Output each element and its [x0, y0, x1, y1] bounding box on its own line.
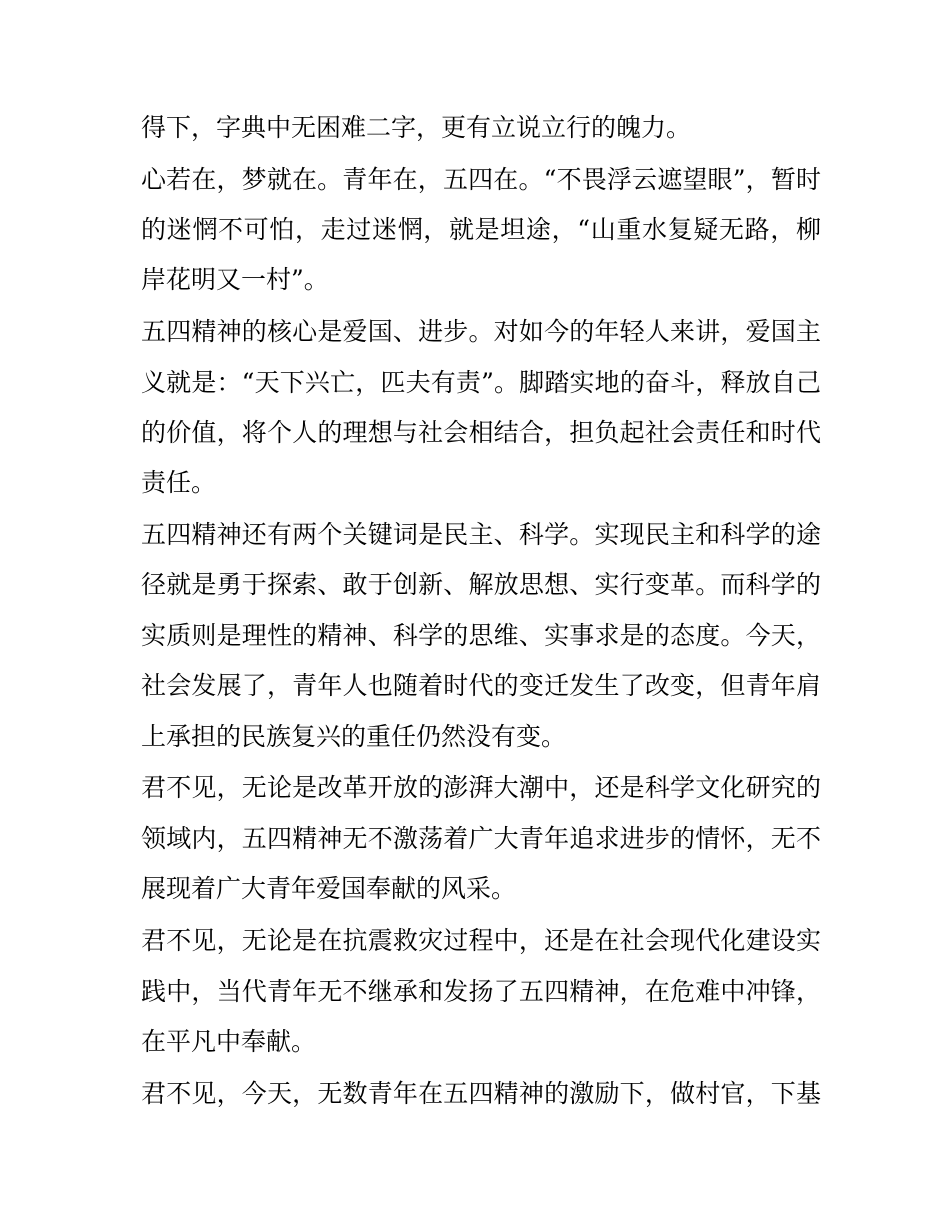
text-line: 君不见，无论是改革开放的澎湃大潮中，还是科学文化研究的 [141, 773, 821, 802]
text-line: 的价值，将个人的理想与社会相结合，担负起社会责任和时代 [141, 418, 821, 447]
text-line: 实质则是理性的精神、科学的思维、实事求是的态度。今天， [141, 621, 821, 650]
text-line: 践中，当代青年无不继承和发扬了五四精神，在危难中冲锋， [141, 977, 821, 1006]
text-line: 展现着广大青年爱国奉献的风采。 [141, 874, 517, 903]
text-line: 义就是：“天下兴亡，匹夫有责”。脚踏实地的奋斗，释放自己 [141, 368, 821, 397]
text-line: 社会发展了，青年人也随着时代的变迁发生了改变，但青年肩 [141, 671, 821, 700]
text-line: 领域内，五四精神无不激荡着广大青年追求进步的情怀，无不 [141, 824, 821, 853]
text-line: 五四精神还有两个关键词是民主、科学。实现民主和科学的途 [141, 520, 821, 549]
text-line: 岸花明又一村”。 [141, 265, 329, 294]
text-line: 径就是勇于探索、敢于创新、解放思想、实行变革。而科学的 [141, 570, 821, 599]
text-line: 的迷惘不可怕，走过迷惘，就是坦途，“山重水复疑无路，柳 [141, 215, 821, 244]
text-line: 君不见，无论是在抗震救灾过程中，还是在社会现代化建设实 [141, 926, 821, 955]
text-line: 责任。 [141, 468, 217, 497]
text-line: 五四精神的核心是爱国、进步。对如今的年轻人来讲，爱国主 [141, 317, 821, 346]
text-line: 心若在，梦就在。青年在，五四在。“不畏浮云遮望眼”，暂时 [141, 165, 821, 194]
text-line: 得下，字典中无困难二字，更有立说立行的魄力。 [141, 113, 692, 142]
text-line: 上承担的民族复兴的重任仍然没有变。 [141, 722, 567, 751]
text-line: 君不见，今天，无数青年在五四精神的激励下，做村官，下基 [141, 1079, 821, 1108]
text-line: 在平凡中奉献。 [141, 1027, 317, 1056]
